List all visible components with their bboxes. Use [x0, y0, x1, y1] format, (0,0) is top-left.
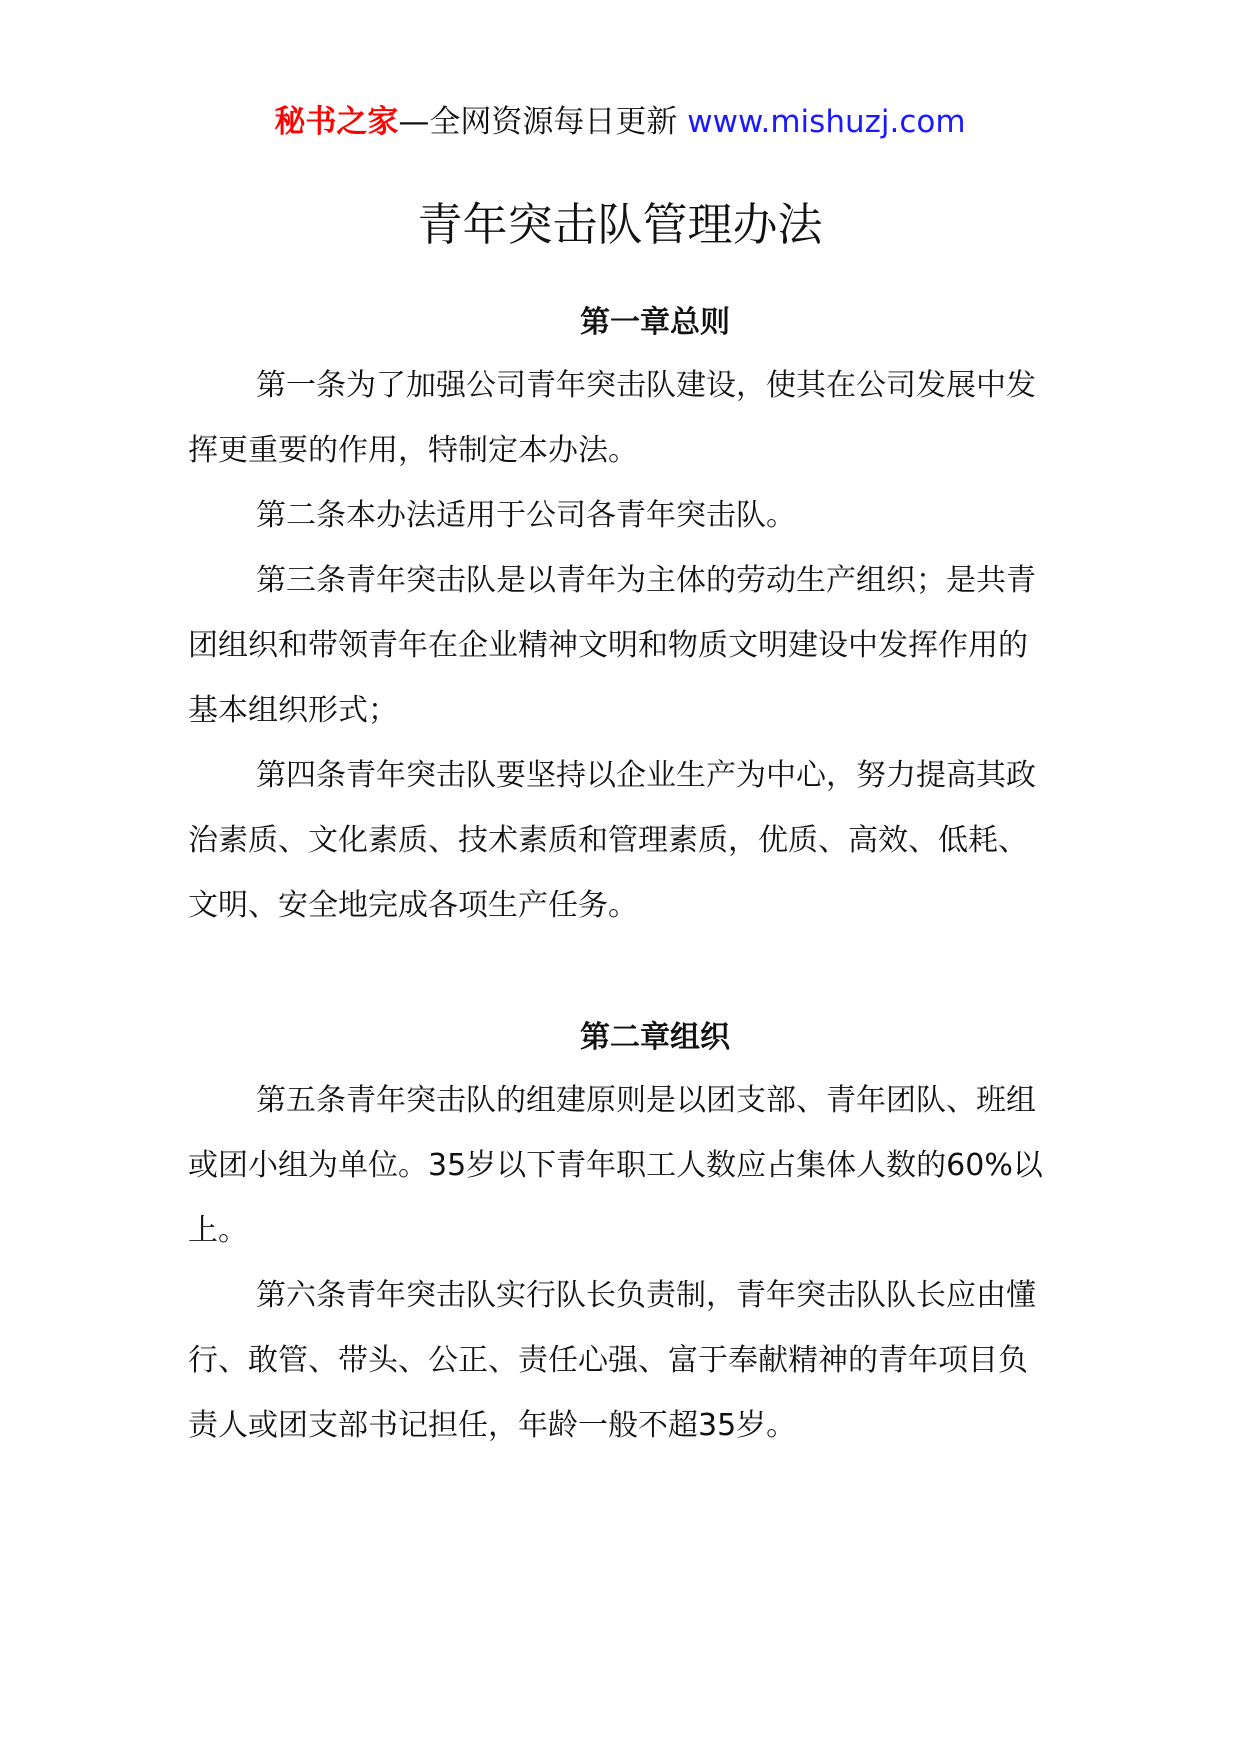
article-paragraph: 第一条为了加强公司青年突击队建设，使其在公司发展中发挥更重要的作用，特制定本办法。 [188, 368, 1036, 468]
article-paragraph: 第二条本办法适用于公司各青年突击队。 [256, 498, 796, 533]
chapter-heading: 第一章总则 [580, 305, 730, 340]
article-paragraph: 第四条青年突击队要坚持以企业生产为中心，努力提高其政治素质、文化素质、技术素质和管理素质，优质、高效、低耗、文明、安全地完成各项生产任务。 [188, 758, 1036, 923]
site-url-link[interactable]: www.mishuzj.com [687, 104, 966, 140]
site-tagline: —全网资源每日更新 [398, 104, 688, 140]
site-header [0, 100, 1240, 144]
article-paragraph: 第五条青年突击队的组建原则是以团支部、青年团队、班组或团小组为单位。35岁以下青年职工人数应占集体人数的60%以上。 [188, 1083, 1043, 1248]
document-title: 青年突击队管理办法 [417, 198, 823, 251]
article-paragraph: 第三条青年突击队是以青年为主体的劳动生产组织；是共青团组织和带领青年在企业精神文明和物质文明建设中发挥作用的基本组织形式； [188, 563, 1036, 728]
article-paragraph: 第六条青年突击队实行队长负责制，青年突击队队长应由懂行、敢管、带头、公正、责任心强、富于奉献精神的青年项目负责人或团支部书记担任，年龄一般不超35岁。 [188, 1278, 1036, 1443]
site-brand: 秘书之家 [274, 104, 399, 140]
chapter-heading: 第二章组织 [580, 1020, 730, 1055]
